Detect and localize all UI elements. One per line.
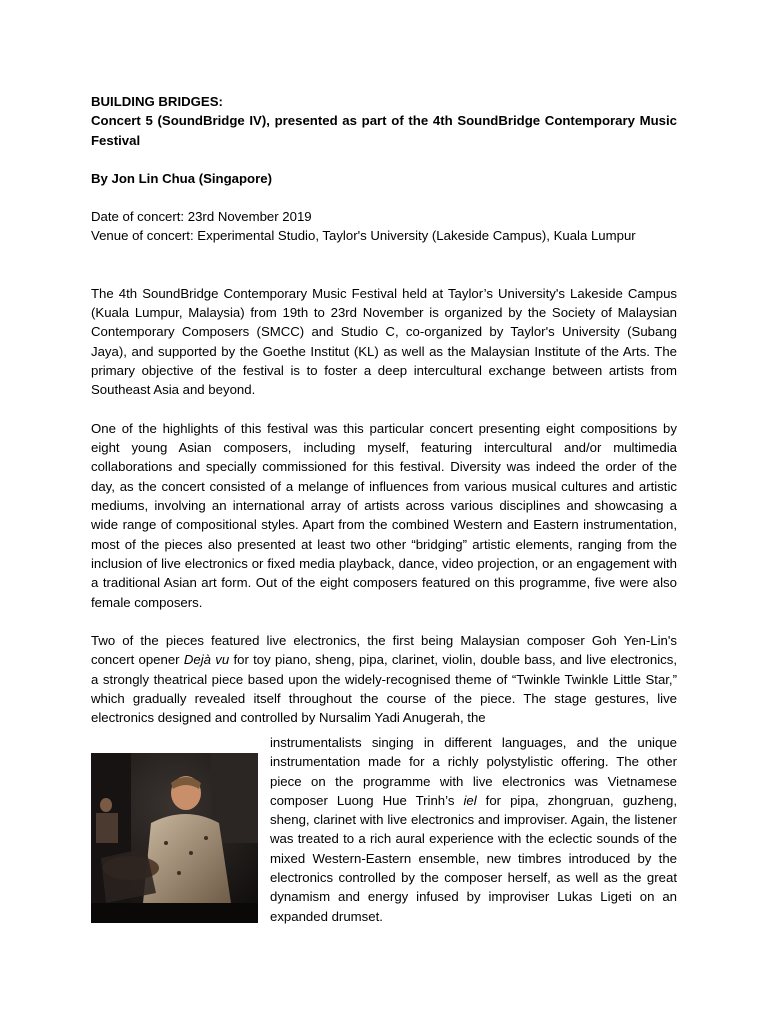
p3-text-b: for toy piano, sheng, pipa, clarinet, violin, double bass, and live electronics, a strongly theatrical piece based upon the widely-recognised theme of “Twinkle Twinkle Little Star,” which gradually revealed itself throughout the course of the piece. The stage gestures, live electronics designed and controlled by Nursalim Yadi Anugerah, the: [91, 652, 678, 726]
p3-italic-title-1: Dejà vu: [183, 652, 230, 668]
article-title: [91, 92, 677, 150]
paragraph-3: [91, 631, 677, 727]
title-line-2: Concert 5 (SoundBridge IV), presented as part of the 4th SoundBridge Contemporary Music Festival: [91, 113, 677, 148]
title-line-1: BUILDING BRIDGES:: [91, 94, 223, 109]
paragraph-2: One of the highlights of this festival was this particular concert presenting eight compositions by eight young Asian composers, including myself, featuring intercultural and/or multimedia collaborations and specially commissioned for this festival. Diversity was indeed the order of the day, as the concert consisted of a melange of influences from various musical cultures and artistic mediums, involving an international array of artists across various disciplines and showcasing a wide range of compositional styles. Apart from the combined Western and Eastern instrumentation, most of the pieces also presented at least two other “bridging” artistic elements, ranging from the inclusion of live electronics or fixed media playback, dance, video projection, or an engagement with a traditional Asian art form. Out of the eight composers featured on this programme, five were also female composers.: [91, 420, 677, 610]
p3-wrap-text-a: instrumentalists singing in different languages, and the unique instrumentation made for a richly polystylistic offering. The other piece on the programme with live electronics was Vietnamese composer Luong Hue Trinh’s: [270, 735, 677, 808]
concert-meta: [91, 207, 677, 246]
concert-venue: Venue of concert: Experimental Studio, Taylor's University (Lakeside Campus), Kuala Lumpur: [91, 228, 636, 244]
concert-photo: [91, 753, 258, 923]
p3-text-a: Two of the pieces featured live electronics, the first being Malaysian composer Goh Yen-Lin's concert opener: [91, 633, 677, 668]
paragraph-1: The 4th SoundBridge Contemporary Music Festival held at Taylor’s University's Lakeside Campus (Kuala Lumpur, Malaysia) from 19th to 23rd November is organized by the Society of Malaysian Contemporary Composers (SMCC) and Studio C, co-organized by Taylor's University (Subang Jaya), and supported by the Goethe Institut (KL) as well as the Malaysian Institute of the Arts. The primary objective of the festival is to foster a deep intercultural exchange between artists from Southeast Asia and beyond.: [91, 285, 677, 398]
concert-date: Date of concert: 23rd November 2019: [91, 209, 312, 225]
article: [91, 92, 677, 728]
p3-italic-title-2: iel: [463, 792, 477, 808]
paragraph-3-wrapped: [270, 733, 677, 926]
byline: By Jon Lin Chua (Singapore): [91, 170, 272, 186]
concert-photo-image: [91, 753, 258, 923]
p3-wrap-text-b: for pipa, zhongruan, guzheng, sheng, clarinet with live electronics and improviser. Again, the listener was treated to a rich aural experience with the eclectic sounds of the mixed Western-Eastern ensemble, new timbres introduced by the electronics controlled by the composer herself, as well as the great dynamism and energy infused by improviser Lukas Ligeti on an expanded drumset.: [270, 792, 677, 924]
